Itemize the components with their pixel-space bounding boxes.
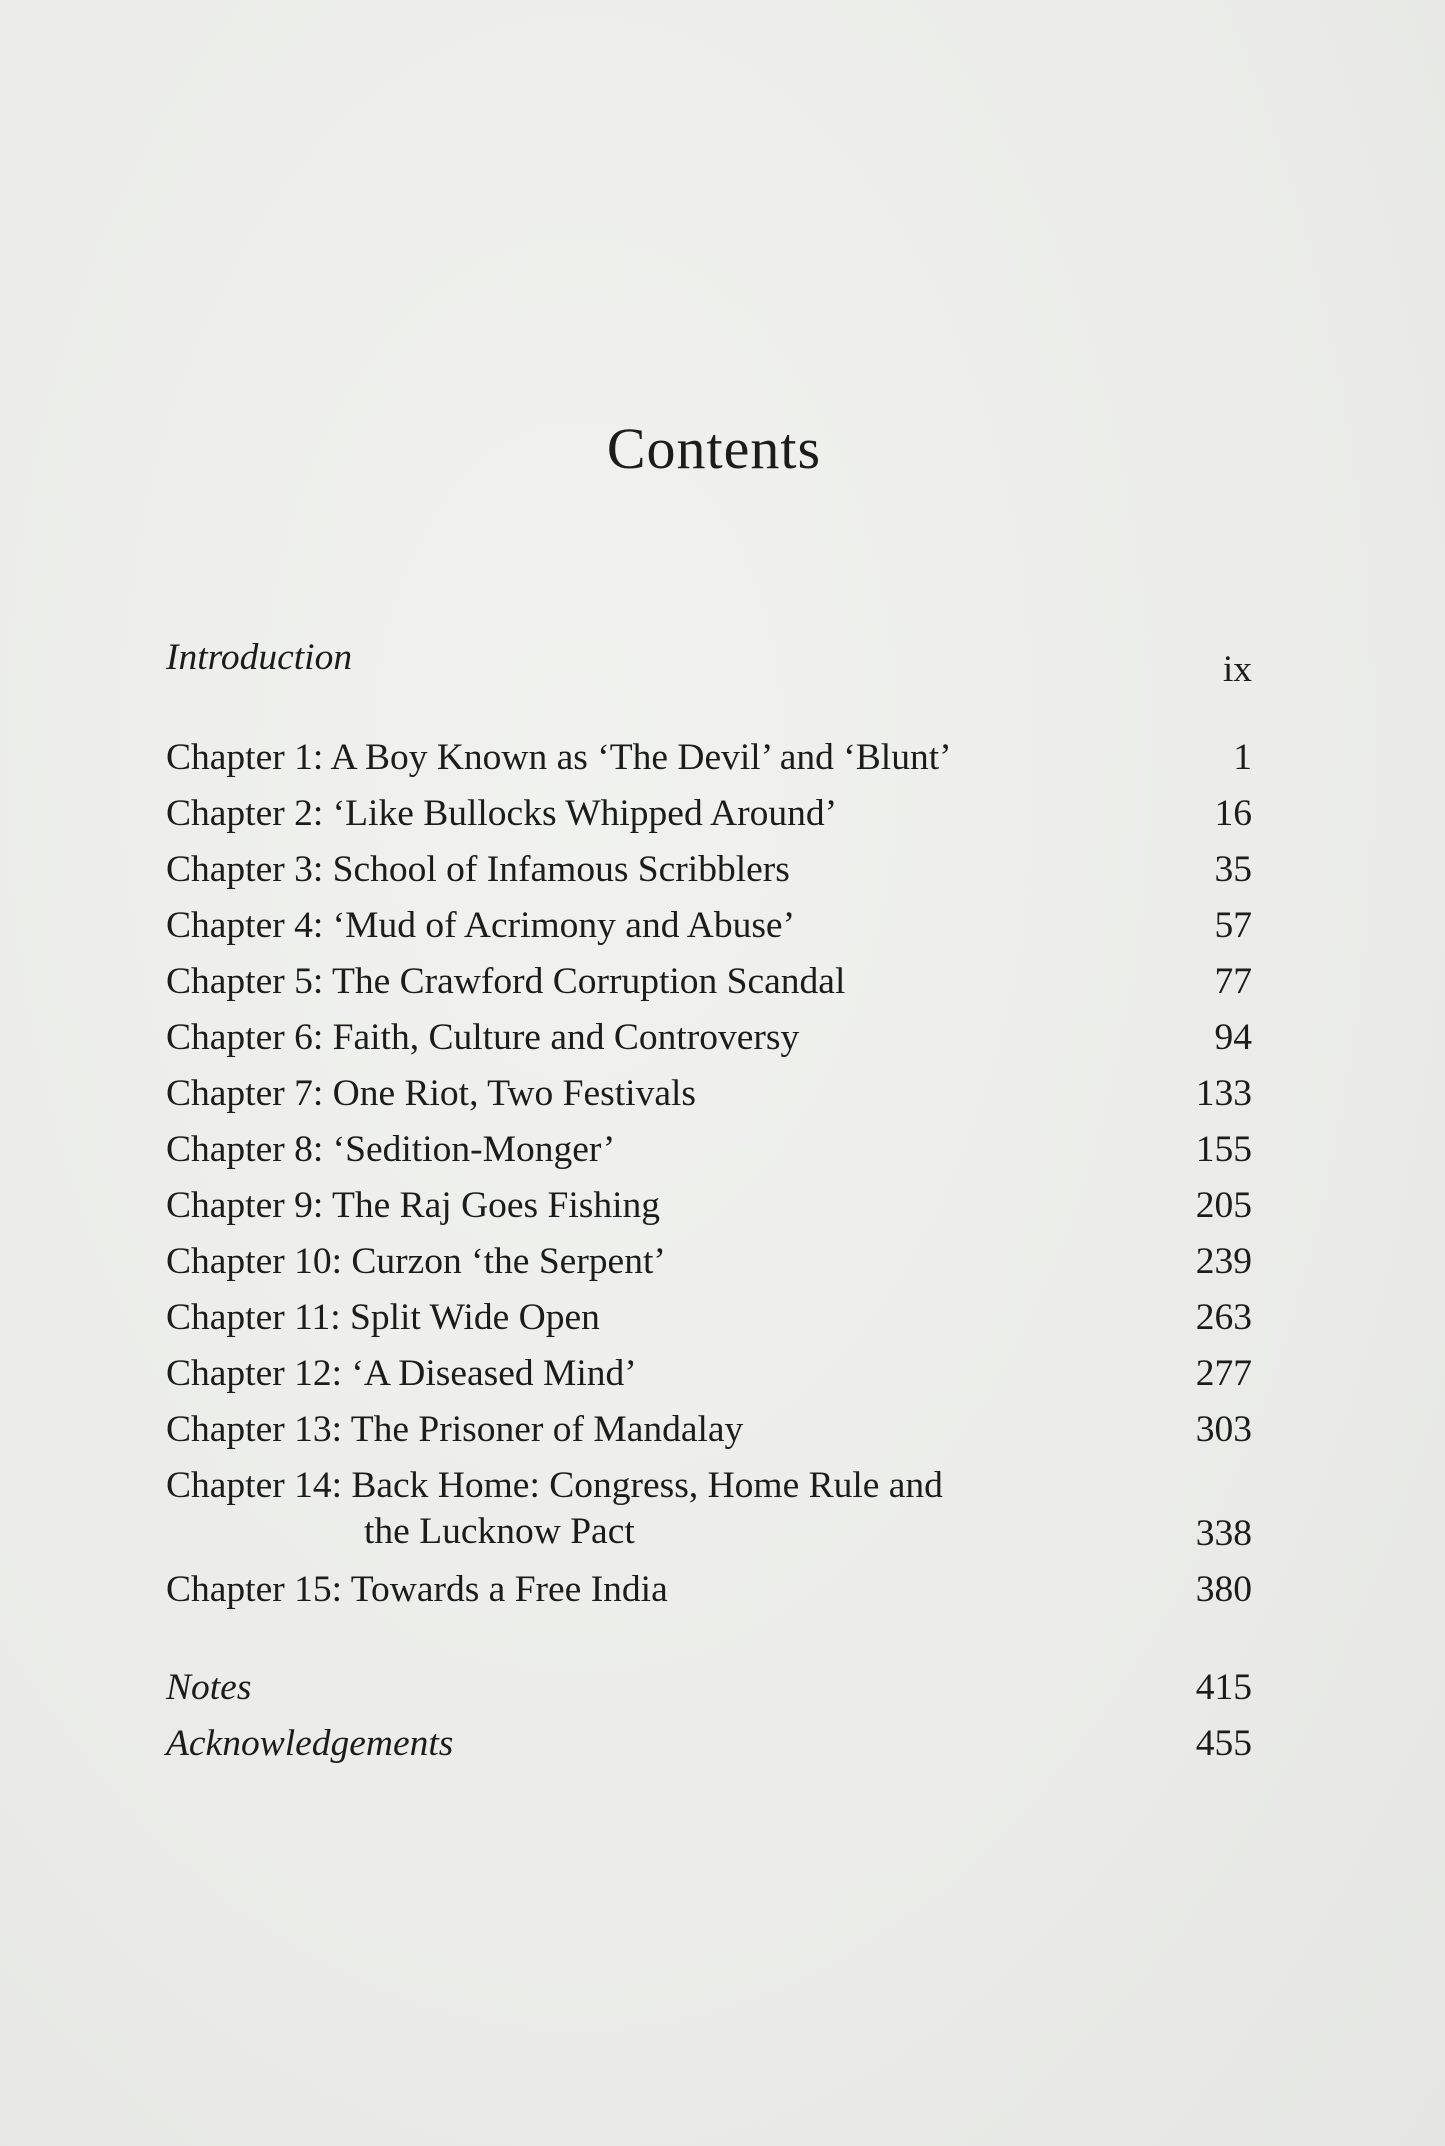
toc-entry-label: Introduction bbox=[166, 637, 353, 678]
toc-entry-label bbox=[166, 1463, 943, 1555]
toc-entry-chapter-1 bbox=[166, 730, 1252, 786]
toc-entry-introduction bbox=[166, 630, 1252, 690]
toc-entry-page: ix bbox=[1222, 649, 1252, 690]
toc-entry-label: Chapter 5: The Crawford Corruption Scandal bbox=[166, 961, 846, 1002]
toc-entry-chapter-7 bbox=[166, 1066, 1252, 1122]
toc-entry-page: 205 bbox=[1195, 1185, 1252, 1226]
toc-entry-label-line-1: Chapter 14: Back Home: Congress, Home Rule and bbox=[166, 1465, 943, 1506]
toc-entry-label: Chapter 13: The Prisoner of Mandalay bbox=[166, 1409, 744, 1450]
toc-entry-label: Chapter 7: One Riot, Two Festivals bbox=[166, 1073, 696, 1114]
toc-entry-label: Notes bbox=[166, 1667, 252, 1708]
toc-entry-label: Chapter 8: ‘Sedition-Monger’ bbox=[166, 1129, 616, 1170]
page-title: Contents bbox=[606, 416, 822, 481]
toc-entry-label: Chapter 15: Towards a Free India bbox=[166, 1569, 668, 1610]
toc-entry-chapter-6 bbox=[166, 1010, 1252, 1066]
toc-entry-page: 455 bbox=[1195, 1723, 1252, 1764]
toc-entry-page: 380 bbox=[1195, 1569, 1252, 1610]
toc-entry-page: 133 bbox=[1195, 1073, 1252, 1114]
toc-entry-acknowledgements bbox=[166, 1716, 1252, 1772]
toc-entry-page: 94 bbox=[1214, 1017, 1252, 1058]
toc-entry-page: 415 bbox=[1195, 1667, 1252, 1708]
toc-entry-page: 239 bbox=[1195, 1241, 1252, 1282]
toc-entry-chapter-5 bbox=[166, 954, 1252, 1010]
toc-entry-chapter-4 bbox=[166, 898, 1252, 954]
spacer bbox=[166, 1618, 1252, 1660]
toc-entry-label: Chapter 10: Curzon ‘the Serpent’ bbox=[166, 1241, 666, 1282]
toc-entry-page: 1 bbox=[1233, 737, 1252, 778]
toc-entry-page: 57 bbox=[1214, 905, 1252, 946]
toc-entry-page: 303 bbox=[1195, 1409, 1252, 1450]
toc-entry-label: Chapter 12: ‘A Diseased Mind’ bbox=[166, 1353, 637, 1394]
toc-entry-label: Chapter 11: Split Wide Open bbox=[166, 1297, 600, 1338]
toc-entry-chapter-15 bbox=[166, 1562, 1252, 1618]
toc-entry-chapter-9 bbox=[166, 1178, 1252, 1234]
toc-entry-notes bbox=[166, 1660, 1252, 1716]
table-of-contents bbox=[166, 630, 1252, 1772]
toc-entry-label: Acknowledgements bbox=[166, 1723, 454, 1764]
toc-entry-chapter-13 bbox=[166, 1402, 1252, 1458]
spacer bbox=[166, 686, 1252, 730]
toc-entry-chapter-3 bbox=[166, 842, 1252, 898]
toc-entry-label: Chapter 4: ‘Mud of Acrimony and Abuse’ bbox=[166, 905, 796, 946]
toc-entry-page: 155 bbox=[1195, 1129, 1252, 1170]
toc-entry-label: Chapter 9: The Raj Goes Fishing bbox=[166, 1185, 661, 1226]
toc-entry-chapter-8 bbox=[166, 1122, 1252, 1178]
toc-entry-label-line-2: the Lucknow Pact bbox=[364, 1511, 635, 1552]
toc-entry-page: 277 bbox=[1195, 1353, 1252, 1394]
toc-entry-label: Chapter 6: Faith, Culture and Controversy bbox=[166, 1017, 800, 1058]
toc-entry-label: Chapter 2: ‘Like Bullocks Whipped Around’ bbox=[166, 793, 838, 834]
toc-entry-page: 16 bbox=[1214, 793, 1252, 834]
toc-entry-chapter-2 bbox=[166, 786, 1252, 842]
toc-entry-page: 35 bbox=[1214, 849, 1252, 890]
toc-entry-chapter-11 bbox=[166, 1290, 1252, 1346]
toc-entry-chapter-10 bbox=[166, 1234, 1252, 1290]
toc-entry-chapter-12 bbox=[166, 1346, 1252, 1402]
toc-entry-page: 338 bbox=[1195, 1513, 1252, 1554]
toc-entry-page: 263 bbox=[1195, 1297, 1252, 1338]
toc-entry-chapter-14 bbox=[166, 1458, 1252, 1562]
toc-entry-label: Chapter 1: A Boy Known as ‘The Devil’ and ‘Blunt’ bbox=[166, 737, 952, 778]
toc-entry-label: Chapter 3: School of Infamous Scribblers bbox=[166, 849, 790, 890]
toc-entry-page: 77 bbox=[1214, 961, 1252, 1002]
